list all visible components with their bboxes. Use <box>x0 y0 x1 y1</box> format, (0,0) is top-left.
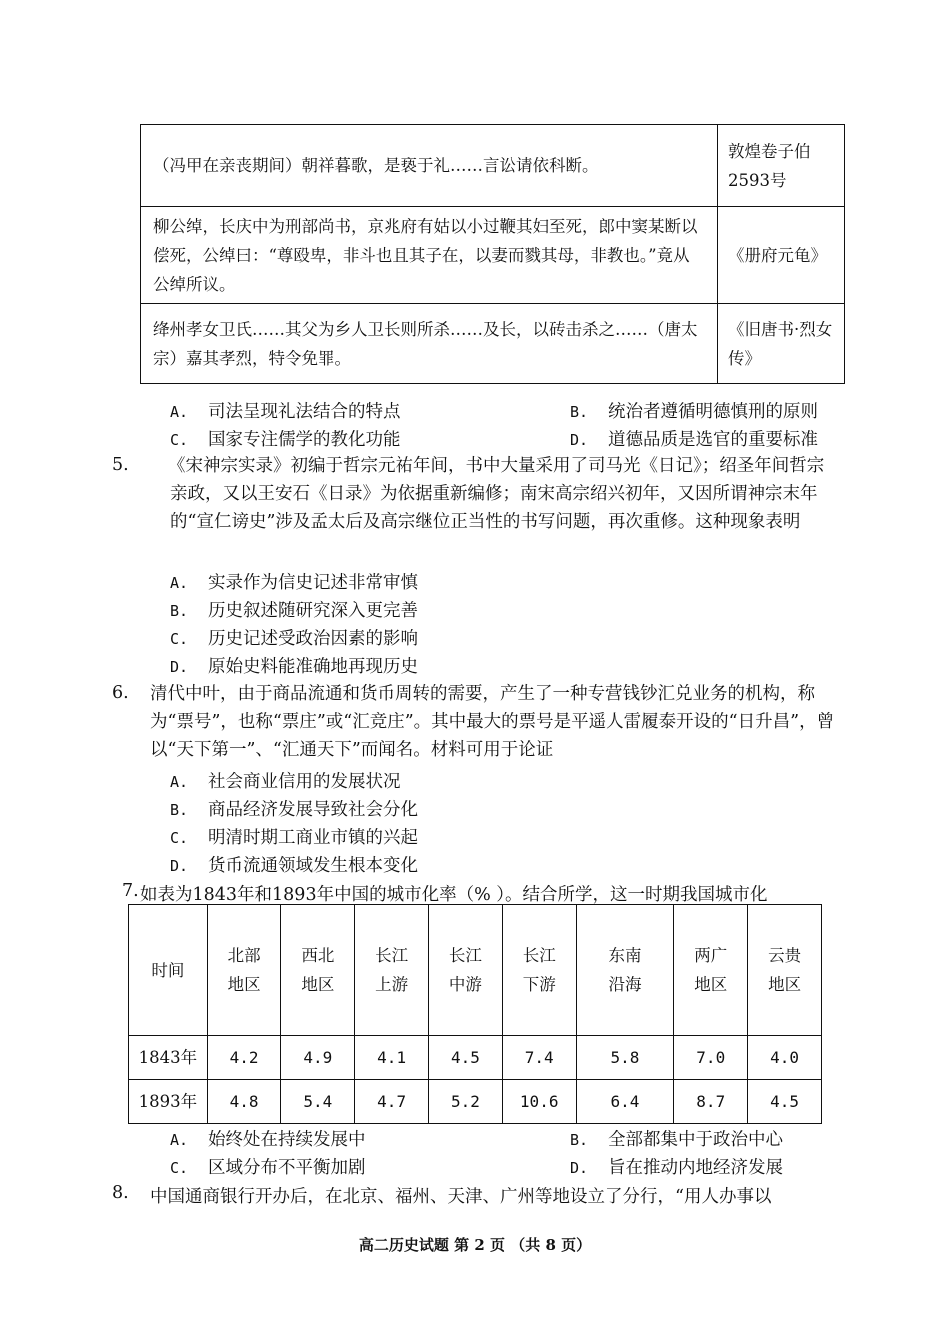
table-cell: 4.9 <box>281 1036 355 1080</box>
table-cell: 4.2 <box>207 1036 281 1080</box>
q7-option-d[interactable]: D. 旨在推动内地经济发展 <box>570 1158 783 1178</box>
option-text: 货币流通领域发生根本变化 <box>208 856 418 876</box>
column-header: 西北地区 <box>281 905 355 1036</box>
page-footer: 高二历史试题 第 2 页 （共 8 页） <box>358 1236 592 1254</box>
table-header-row <box>129 905 822 1036</box>
q5-option-b[interactable]: B. 历史叙述随研究深入更完善 <box>170 601 418 621</box>
option-text: 商品经济发展导致社会分化 <box>208 800 418 820</box>
q6-option-b[interactable]: B. 商品经济发展导致社会分化 <box>170 800 418 820</box>
source-text: 柳公绰，长庆中为刑部尚书，京兆府有姑以小过鞭其妇至死，郎中窦某断以偿死，公绰曰：“尊殴卑，非斗也且其子在，以妻而戮其母，非教也。”竟从公绰所议。 <box>141 207 718 304</box>
table-cell: 4.1 <box>355 1036 429 1080</box>
table-cell: 4.8 <box>207 1080 281 1124</box>
q4-option-c[interactable]: C. 国家专注儒学的教化功能 <box>170 430 401 450</box>
column-header: 长江上游 <box>355 905 429 1036</box>
option-text: 实录作为信史记述非常审慎 <box>208 573 418 593</box>
option-text: 始终处在持续发展中 <box>208 1130 366 1150</box>
option-text: 统治者遵循明德慎刑的原则 <box>608 402 818 422</box>
q6-number: 6. <box>112 683 129 703</box>
source-citation: 敦煌卷子伯2593号 <box>718 125 845 207</box>
table-row <box>141 125 845 207</box>
option-text: 明清时期工商业市镇的兴起 <box>208 828 418 848</box>
column-header: 东南沿海 <box>576 905 674 1036</box>
q6-option-a[interactable]: A. 社会商业信用的发展状况 <box>170 772 401 792</box>
option-text: 社会商业信用的发展状况 <box>208 772 401 792</box>
q4-option-b[interactable]: B. 统治者遵循明德慎刑的原则 <box>570 402 818 422</box>
row-year: 1893年 <box>129 1080 208 1124</box>
table-cell: 7.0 <box>674 1036 748 1080</box>
q7-option-b[interactable]: B. 全部都集中于政治中心 <box>570 1130 783 1150</box>
option-text: 全部都集中于政治中心 <box>608 1130 783 1150</box>
table-cell: 6.4 <box>576 1080 674 1124</box>
q6-stem: 清代中叶，由于商品流通和货币周转的需要，产生了一种专营钱钞汇兑业务的机构，称为“票号”，也称“票庄”或“汇竞庄”。其中最大的票号是平遥人雷履泰开设的“日升昌”，曾以“天下第一”、“汇通天下”而闻名。材料可用于论证 <box>150 684 835 760</box>
table-cell: 7.4 <box>502 1036 576 1080</box>
table-cell: 5.4 <box>281 1080 355 1124</box>
table-row <box>129 1080 822 1124</box>
option-text: 旨在推动内地经济发展 <box>608 1158 783 1178</box>
option-text: 司法呈现礼法结合的特点 <box>208 402 401 422</box>
option-text: 区域分布不平衡加剧 <box>208 1158 366 1178</box>
q6-option-c[interactable]: C. 明清时期工商业市镇的兴起 <box>170 828 418 848</box>
option-text: 国家专注儒学的教化功能 <box>208 430 401 450</box>
column-header: 时间 <box>129 905 208 1036</box>
q5-option-d[interactable]: D. 原始史料能准确地再现历史 <box>170 657 418 677</box>
q5-number: 5. <box>112 455 129 475</box>
source-text: （冯甲在亲丧期间）朝祥暮歌，是亵于礼……言讼请依科断。 <box>141 125 718 207</box>
q4-option-d[interactable]: D. 道德品质是选官的重要标准 <box>570 430 818 450</box>
table-cell: 4.0 <box>748 1036 822 1080</box>
source-citation: 《旧唐书·烈女传》 <box>718 304 845 384</box>
table-cell: 4.5 <box>748 1080 822 1124</box>
q6-option-d[interactable]: D. 货币流通领域发生根本变化 <box>170 856 418 876</box>
q7-stem: 如表为1843年和1893年中国的城市化率（% ）。结合所学，这一时期我国城市化 <box>140 885 768 905</box>
q8-number: 8. <box>112 1183 129 1203</box>
option-text: 道德品质是选官的重要标准 <box>608 430 818 450</box>
source-citation: 《册府元龟》 <box>718 207 845 304</box>
q5-option-c[interactable]: C. 历史记述受政治因素的影响 <box>170 629 418 649</box>
q5-option-a[interactable]: A. 实录作为信史记述非常审慎 <box>170 573 418 593</box>
table-cell: 5.2 <box>429 1080 503 1124</box>
option-text: 历史记述受政治因素的影响 <box>208 629 418 649</box>
column-header: 长江下游 <box>502 905 576 1036</box>
q7-option-a[interactable]: A. 始终处在持续发展中 <box>170 1130 366 1150</box>
column-header: 两广地区 <box>674 905 748 1036</box>
table-row <box>141 207 845 304</box>
table-cell: 8.7 <box>674 1080 748 1124</box>
table-cell: 5.8 <box>576 1036 674 1080</box>
q4-option-a[interactable]: A. 司法呈现礼法结合的特点 <box>170 402 401 422</box>
table-cell: 10.6 <box>502 1080 576 1124</box>
row-year: 1843年 <box>129 1036 208 1080</box>
table-row <box>141 304 845 384</box>
q4-source-table <box>140 124 845 384</box>
column-header: 长江中游 <box>429 905 503 1036</box>
option-text: 历史叙述随研究深入更完善 <box>208 601 418 621</box>
urbanization-table <box>128 904 822 1124</box>
q5-stem: 《宋神宗实录》初编于哲宗元祐年间，书中大量采用了司马光《日记》；绍圣年间哲宗亲政，又以王安石《日录》为依据重新编修；南宋高宗绍兴初年，又因所谓神宗末年的“宣仁谤史”涉及孟太后及高宗继位正当性的书写问题，再次重修。这种现象表明 <box>168 456 825 532</box>
q7-option-c[interactable]: C. 区域分布不平衡加剧 <box>170 1158 366 1178</box>
column-header: 云贵地区 <box>748 905 822 1036</box>
q8-stem: 中国通商银行开办后，在北京、福州、天津、广州等地设立了分行，“用人办事以 <box>150 1187 772 1207</box>
column-header: 北部地区 <box>207 905 281 1036</box>
option-text: 原始史料能准确地再现历史 <box>208 657 418 677</box>
table-row <box>129 1036 822 1080</box>
source-text: 绛州孝女卫氏……其父为乡人卫长则所杀……及长，以砖击杀之……（唐太宗）嘉其孝烈，特令免罪。 <box>141 304 718 384</box>
q7-number: 7. <box>122 881 139 901</box>
table-cell: 4.7 <box>355 1080 429 1124</box>
table-cell: 4.5 <box>429 1036 503 1080</box>
